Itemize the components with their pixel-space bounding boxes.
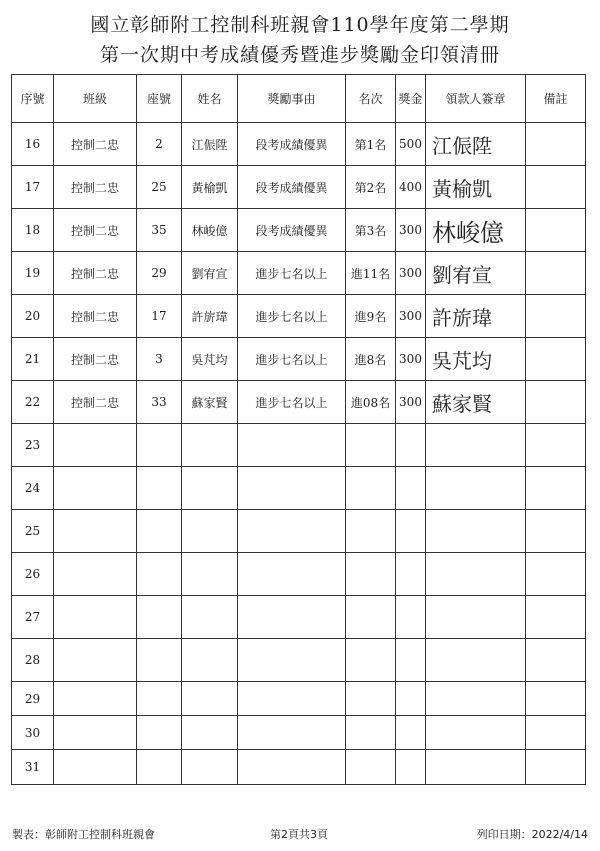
cell-name: 江侲陞 bbox=[182, 123, 238, 166]
cell-rank: 進08名 bbox=[346, 381, 396, 424]
signature-handwritten bbox=[426, 596, 526, 639]
cell-seat: 25 bbox=[137, 166, 182, 209]
cell-seat bbox=[137, 553, 182, 596]
cell-class bbox=[54, 716, 137, 750]
cell-note bbox=[526, 553, 586, 596]
table-header-row bbox=[12, 75, 586, 123]
cell-no: 19 bbox=[12, 252, 54, 295]
cell-reason bbox=[238, 639, 346, 682]
table-row bbox=[12, 510, 586, 553]
cell-rank bbox=[346, 596, 396, 639]
cell-class bbox=[54, 467, 137, 510]
cell-no: 28 bbox=[12, 639, 54, 682]
header-cell: 獎勵事由 bbox=[238, 75, 346, 123]
cell-name: 劉宥宣 bbox=[182, 252, 238, 295]
signature-handwritten bbox=[426, 716, 526, 750]
signature-handwritten bbox=[426, 750, 526, 785]
cell-name: 黃榆凱 bbox=[182, 166, 238, 209]
cell-rank: 第1名 bbox=[346, 123, 396, 166]
cell-rank bbox=[346, 510, 396, 553]
header-cell: 座號 bbox=[137, 75, 182, 123]
cell-seat bbox=[137, 467, 182, 510]
table-row bbox=[12, 750, 586, 785]
cell-name bbox=[182, 424, 238, 467]
table-row bbox=[12, 123, 586, 166]
cell-class bbox=[54, 553, 137, 596]
cell-rank bbox=[346, 467, 396, 510]
table-row bbox=[12, 338, 586, 381]
cell-note bbox=[526, 338, 586, 381]
cell-seat bbox=[137, 510, 182, 553]
table-row bbox=[12, 252, 586, 295]
cell-name bbox=[182, 510, 238, 553]
header-cell: 領款人簽章 bbox=[426, 75, 526, 123]
cell-reason bbox=[238, 596, 346, 639]
cell-amount bbox=[396, 750, 426, 785]
signature-handwritten: 林峻億 bbox=[426, 209, 526, 252]
cell-amount: 400 bbox=[396, 166, 426, 209]
cell-class: 控制二忠 bbox=[54, 123, 137, 166]
cell-reason bbox=[238, 750, 346, 785]
cell-no: 23 bbox=[12, 424, 54, 467]
cell-no: 24 bbox=[12, 467, 54, 510]
cell-note bbox=[526, 716, 586, 750]
cell-class: 控制二忠 bbox=[54, 252, 137, 295]
cell-rank: 進8名 bbox=[346, 338, 396, 381]
cell-seat: 35 bbox=[137, 209, 182, 252]
cell-reason: 段考成績優異 bbox=[238, 209, 346, 252]
cell-amount: 300 bbox=[396, 381, 426, 424]
cell-rank bbox=[346, 716, 396, 750]
cell-name bbox=[182, 716, 238, 750]
cell-note bbox=[526, 750, 586, 785]
cell-amount: 300 bbox=[396, 252, 426, 295]
cell-seat: 29 bbox=[137, 252, 182, 295]
cell-class bbox=[54, 596, 137, 639]
signature-handwritten: 許旂瑋 bbox=[426, 295, 526, 338]
cell-amount bbox=[396, 553, 426, 596]
cell-reason: 進步七名以上 bbox=[238, 295, 346, 338]
cell-seat: 2 bbox=[137, 123, 182, 166]
cell-seat bbox=[137, 750, 182, 785]
cell-name: 吳芃均 bbox=[182, 338, 238, 381]
cell-rank bbox=[346, 424, 396, 467]
cell-rank bbox=[346, 553, 396, 596]
cell-note bbox=[526, 381, 586, 424]
cell-name bbox=[182, 639, 238, 682]
cell-rank bbox=[346, 750, 396, 785]
signature-handwritten bbox=[426, 510, 526, 553]
cell-no: 29 bbox=[12, 682, 54, 716]
table-row bbox=[12, 596, 586, 639]
cell-amount bbox=[396, 467, 426, 510]
header-cell: 序號 bbox=[12, 75, 54, 123]
cell-seat: 33 bbox=[137, 381, 182, 424]
cell-name: 蘇家賢 bbox=[182, 381, 238, 424]
signature-handwritten bbox=[426, 467, 526, 510]
cell-reason: 段考成績優異 bbox=[238, 123, 346, 166]
cell-amount bbox=[396, 639, 426, 682]
signature-handwritten bbox=[426, 682, 526, 716]
cell-note bbox=[526, 123, 586, 166]
footer-page-number: 第2頁共3頁 bbox=[270, 828, 328, 841]
cell-note bbox=[526, 424, 586, 467]
cell-class bbox=[54, 424, 137, 467]
cell-note bbox=[526, 209, 586, 252]
signature-handwritten: 劉宥宣 bbox=[426, 252, 526, 295]
cell-seat bbox=[137, 596, 182, 639]
signature-handwritten: 江侲陞 bbox=[426, 123, 526, 166]
cell-rank: 第3名 bbox=[346, 209, 396, 252]
header-cell: 獎金 bbox=[396, 75, 426, 123]
cell-reason bbox=[238, 510, 346, 553]
cell-class: 控制二忠 bbox=[54, 338, 137, 381]
cell-name: 林峻億 bbox=[182, 209, 238, 252]
cell-note bbox=[526, 166, 586, 209]
cell-seat bbox=[137, 424, 182, 467]
cell-reason: 進步七名以上 bbox=[238, 338, 346, 381]
cell-seat bbox=[137, 682, 182, 716]
cell-class bbox=[54, 750, 137, 785]
cell-amount bbox=[396, 596, 426, 639]
cell-amount bbox=[396, 682, 426, 716]
cell-no: 22 bbox=[12, 381, 54, 424]
cell-class: 控制二忠 bbox=[54, 295, 137, 338]
cell-reason: 進步七名以上 bbox=[238, 252, 346, 295]
cell-reason bbox=[238, 682, 346, 716]
cell-amount: 300 bbox=[396, 209, 426, 252]
cell-amount bbox=[396, 510, 426, 553]
header-cell: 備註 bbox=[526, 75, 586, 123]
cell-no: 27 bbox=[12, 596, 54, 639]
signature-handwritten bbox=[426, 639, 526, 682]
cell-seat bbox=[137, 639, 182, 682]
cell-name bbox=[182, 596, 238, 639]
signature-handwritten: 黃榆凱 bbox=[426, 166, 526, 209]
table-row bbox=[12, 295, 586, 338]
cell-note bbox=[526, 467, 586, 510]
cell-name bbox=[182, 682, 238, 716]
table-row bbox=[12, 166, 586, 209]
cell-no: 16 bbox=[12, 123, 54, 166]
cell-name bbox=[182, 553, 238, 596]
document-title-line1: 國立彰師附工控制科班親會110學年度第二學期 bbox=[90, 14, 510, 36]
cell-class bbox=[54, 510, 137, 553]
cell-reason bbox=[238, 716, 346, 750]
cell-note bbox=[526, 295, 586, 338]
document-title-line2: 第一次期中考成績優秀暨進步獎勵金印領清冊 bbox=[99, 44, 500, 66]
table-row bbox=[12, 553, 586, 596]
cell-note bbox=[526, 596, 586, 639]
cell-name bbox=[182, 750, 238, 785]
award-roster-table bbox=[11, 74, 586, 785]
cell-seat: 3 bbox=[137, 338, 182, 381]
cell-reason: 段考成績優異 bbox=[238, 166, 346, 209]
cell-reason bbox=[238, 553, 346, 596]
cell-no: 31 bbox=[12, 750, 54, 785]
cell-note bbox=[526, 252, 586, 295]
header-cell: 名次 bbox=[346, 75, 396, 123]
cell-class bbox=[54, 639, 137, 682]
cell-seat bbox=[137, 716, 182, 750]
cell-reason bbox=[238, 424, 346, 467]
cell-seat: 17 bbox=[137, 295, 182, 338]
cell-amount: 500 bbox=[396, 123, 426, 166]
cell-amount: 300 bbox=[396, 338, 426, 381]
signature-handwritten: 吳芃均 bbox=[426, 338, 526, 381]
table-row bbox=[12, 716, 586, 750]
cell-name bbox=[182, 467, 238, 510]
cell-note bbox=[526, 682, 586, 716]
cell-amount bbox=[396, 424, 426, 467]
cell-amount bbox=[396, 716, 426, 750]
cell-note bbox=[526, 639, 586, 682]
table-row bbox=[12, 381, 586, 424]
cell-no: 25 bbox=[12, 510, 54, 553]
table-row bbox=[12, 424, 586, 467]
cell-no: 26 bbox=[12, 553, 54, 596]
cell-rank bbox=[346, 682, 396, 716]
cell-amount: 300 bbox=[396, 295, 426, 338]
cell-rank: 進9名 bbox=[346, 295, 396, 338]
cell-note bbox=[526, 510, 586, 553]
signature-handwritten bbox=[426, 553, 526, 596]
cell-no: 20 bbox=[12, 295, 54, 338]
cell-class bbox=[54, 682, 137, 716]
table-row bbox=[12, 467, 586, 510]
cell-rank bbox=[346, 639, 396, 682]
cell-rank: 進11名 bbox=[346, 252, 396, 295]
cell-name: 許旂瑋 bbox=[182, 295, 238, 338]
cell-no: 18 bbox=[12, 209, 54, 252]
cell-rank: 第2名 bbox=[346, 166, 396, 209]
cell-no: 30 bbox=[12, 716, 54, 750]
header-cell: 班級 bbox=[54, 75, 137, 123]
footer-maker: 製表：彰師附工控制科班親會 bbox=[12, 828, 155, 841]
footer-print-date: 列印日期：2022/4/14 bbox=[476, 828, 588, 841]
cell-reason: 進步七名以上 bbox=[238, 381, 346, 424]
cell-no: 17 bbox=[12, 166, 54, 209]
table-row bbox=[12, 682, 586, 716]
cell-reason bbox=[238, 467, 346, 510]
table-row bbox=[12, 209, 586, 252]
cell-class: 控制二忠 bbox=[54, 381, 137, 424]
table-row bbox=[12, 639, 586, 682]
cell-no: 21 bbox=[12, 338, 54, 381]
header-cell: 姓名 bbox=[182, 75, 238, 123]
cell-class: 控制二忠 bbox=[54, 166, 137, 209]
cell-class: 控制二忠 bbox=[54, 209, 137, 252]
signature-handwritten: 蘇家賢 bbox=[426, 381, 526, 424]
signature-handwritten bbox=[426, 424, 526, 467]
